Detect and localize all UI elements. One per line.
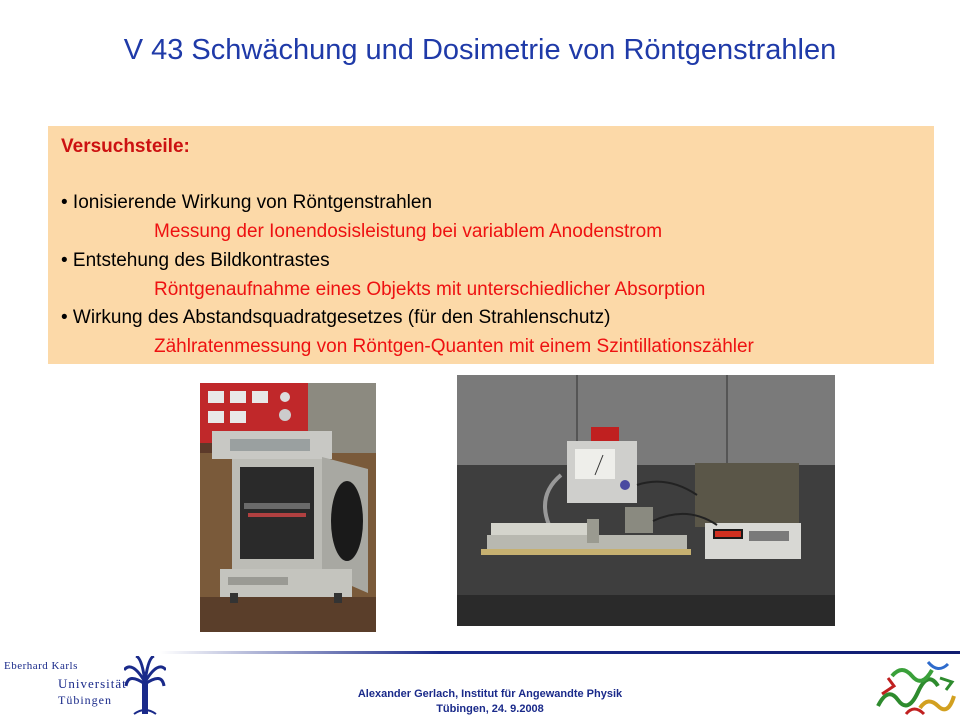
slide-title: V 43 Schwächung und Dosimetrie von Röntgenstrahlen xyxy=(123,34,837,66)
xray-apparatus-photo xyxy=(200,383,376,632)
university-name xyxy=(4,658,127,709)
measurement-setup-photo xyxy=(457,375,835,626)
box-heading: Versuchsteile: xyxy=(61,136,190,157)
footer-divider xyxy=(160,651,960,654)
protein-structure-icon xyxy=(868,656,960,720)
footer-credits xyxy=(300,687,680,717)
detail-item-1: Messung der Ionendosisleistung bei variablem Anodenstrom xyxy=(154,221,663,242)
bullet-item-2: • Entstehung des Bildkontrastes xyxy=(61,250,330,271)
footer-place-date: Tübingen, 24. 9.2008 xyxy=(436,703,544,715)
university-line-2: Universität xyxy=(58,676,127,691)
university-line-3: Tübingen xyxy=(58,693,112,707)
detail-item-3: Zählratenmessung von Röntgen-Quanten mit einem Szintillationszähler xyxy=(154,336,754,357)
university-line-1: Eberhard Karls xyxy=(4,660,78,672)
bullet-item-1: • Ionisierende Wirkung von Röntgenstrahlen xyxy=(61,192,433,213)
experiment-parts-box xyxy=(48,126,934,364)
footer-author: Alexander Gerlach, Institut für Angewandte Physik xyxy=(357,688,623,700)
bullet-item-3: • Wirkung des Abstandsquadratgesetzes (für den Strahlenschutz) xyxy=(61,307,611,328)
palm-tree-logo-icon xyxy=(124,656,166,716)
detail-item-2: Röntgenaufnahme eines Objekts mit unterschiedlicher Absorption xyxy=(154,279,706,300)
